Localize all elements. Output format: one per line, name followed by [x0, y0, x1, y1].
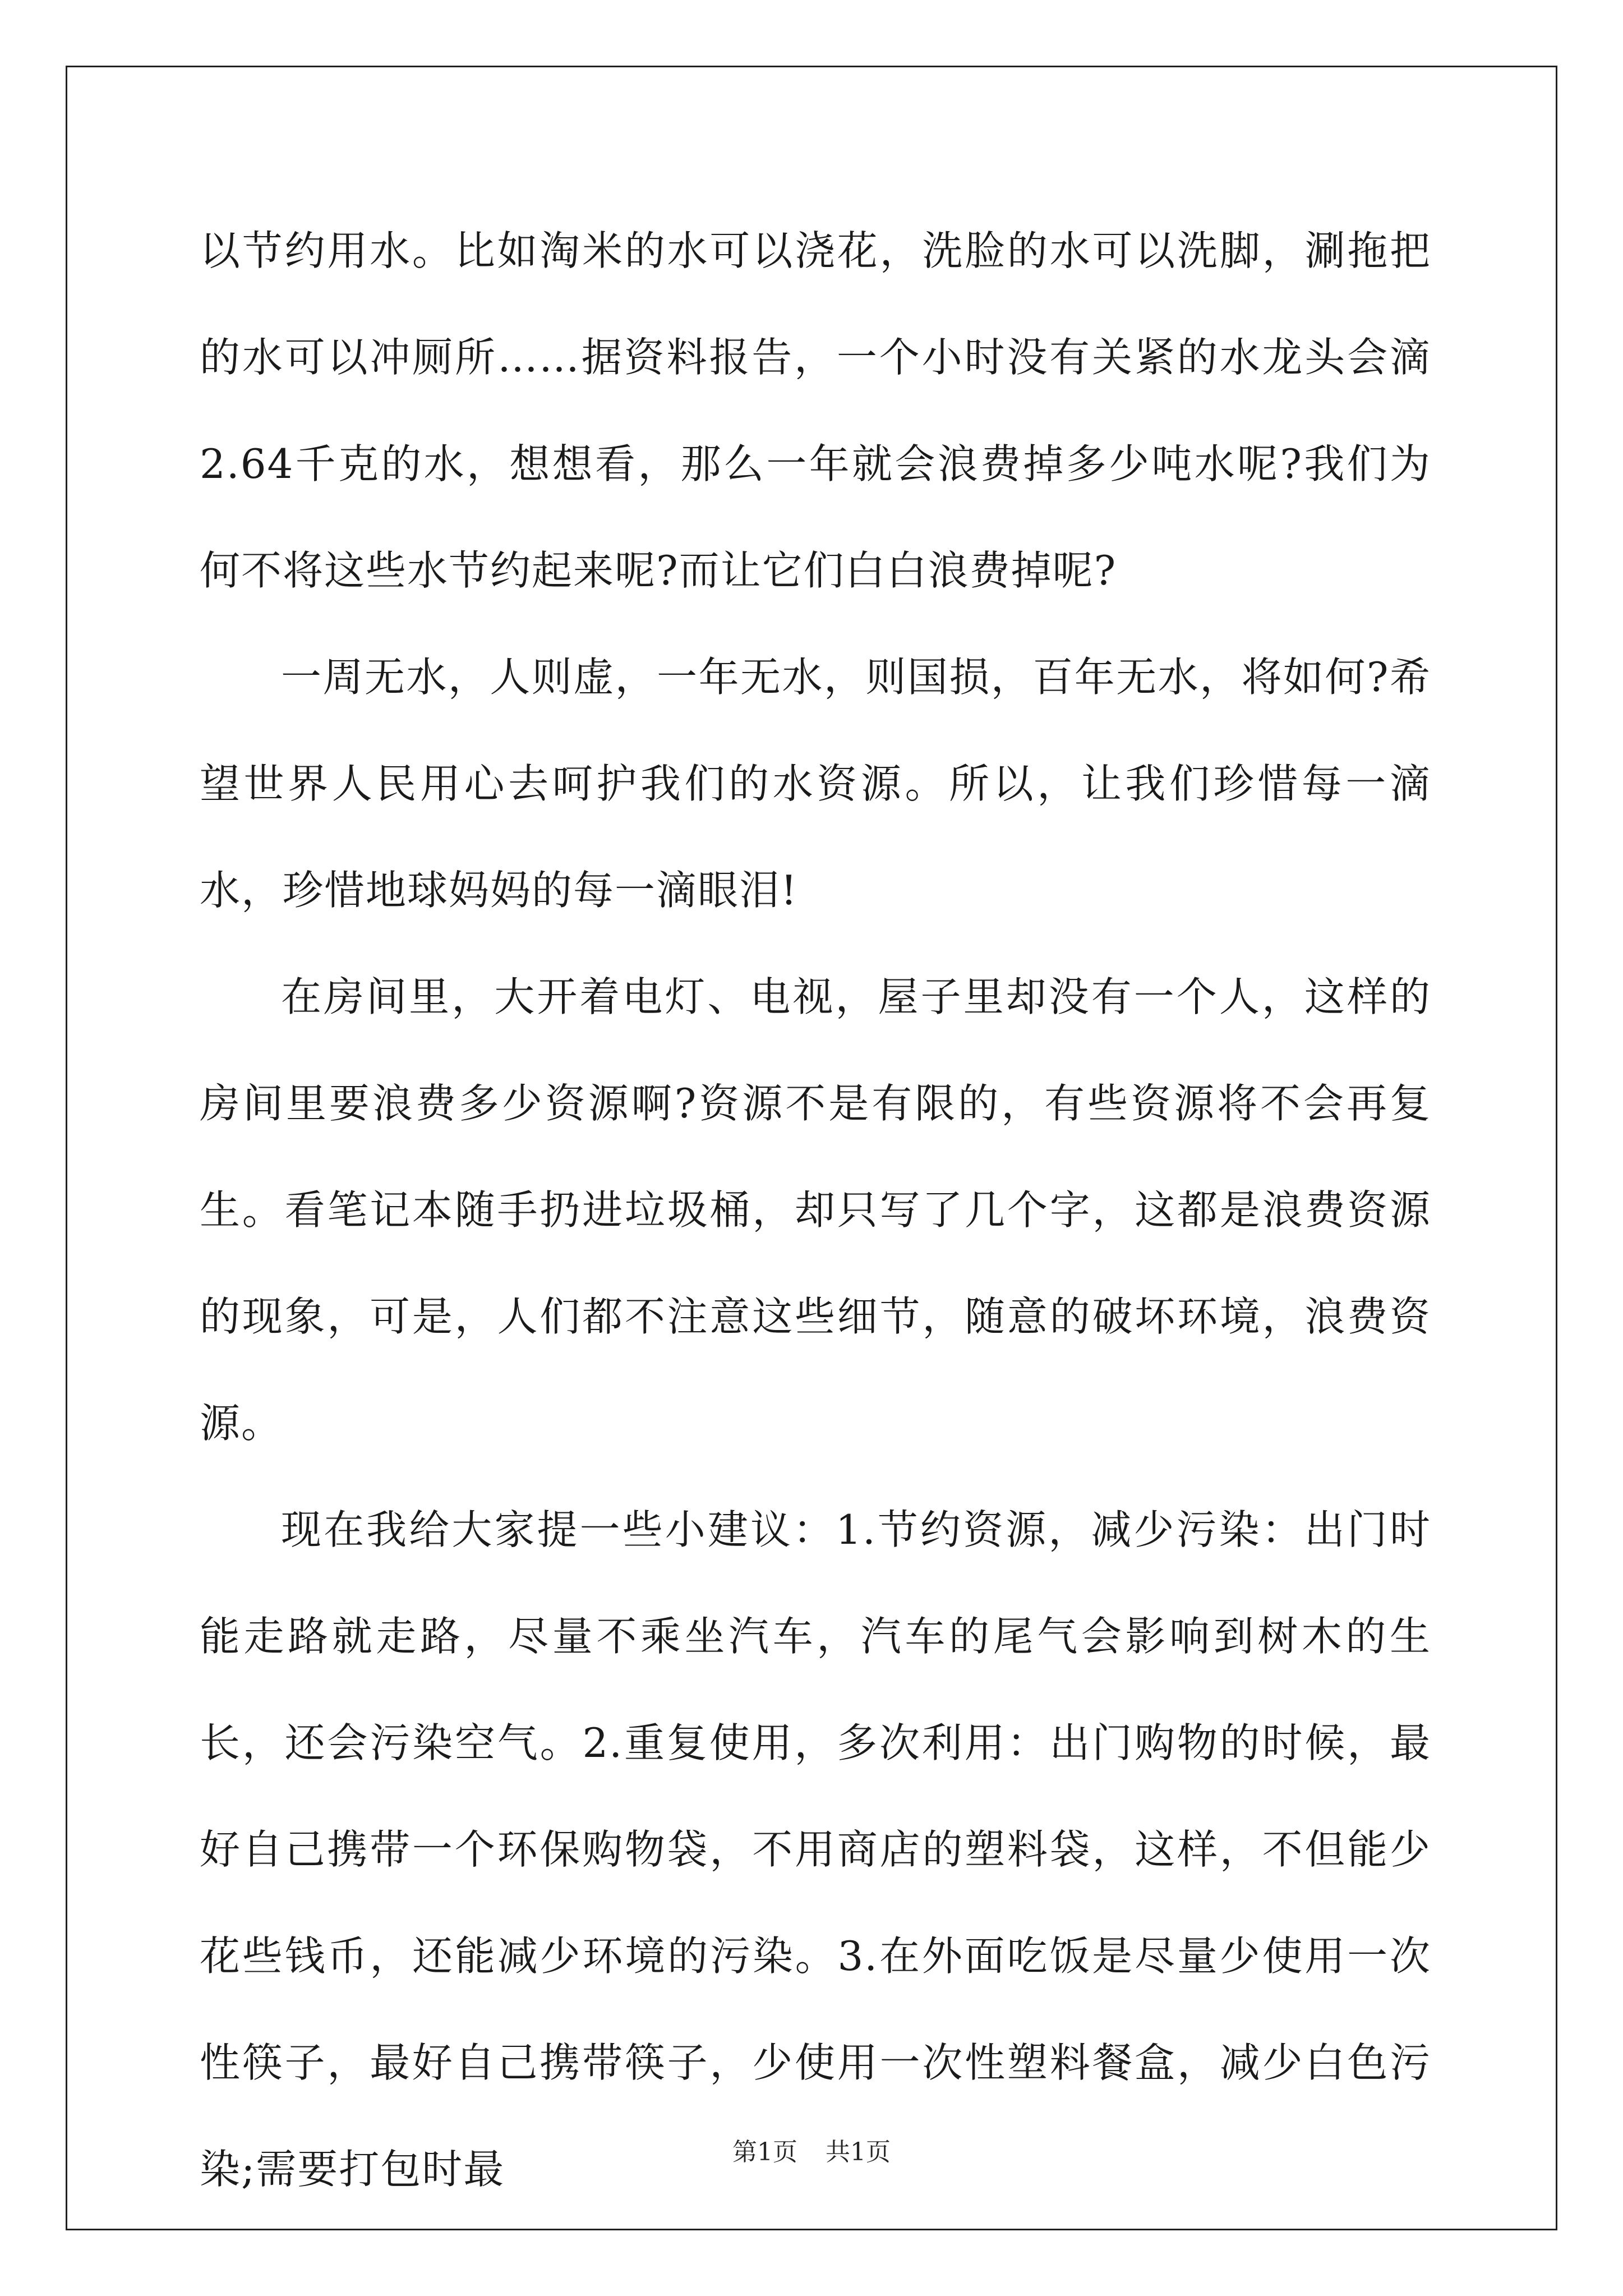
- paragraph-resource-waste: 在房间里，大开着电灯、电视，屋子里却没有一个人，这样的房间里要浪费多少资源啊?资源不是有限的，有些资源将不会再复生。看笔记本随手扔进垃圾桶，却只写了几个字，这都是浪费资源的现象，可是，人们都不注意这些细节，随意的破坏环境，浪费资源。: [200, 973, 1431, 1447]
- paragraph-water-importance: 一周无水，人则虚，一年无水，则国损，百年无水，将如何?希望世界人民用心去呵护我们的水资源。所以，让我们珍惜每一滴水，珍惜地球妈妈的每一滴眼泪!: [200, 654, 1431, 914]
- page-number: 第1页: [732, 2138, 797, 2166]
- paragraph-water-saving: 以节约用水。比如淘米的水可以浇花，洗脸的水可以洗脚，涮拖把的水可以冲厕所……据资料报告，一个小时没有关紧的水龙头会滴2.64千克的水，想想看，那么一年就会浪费掉多少吨水呢?我们为何不将这些水节约起来呢?而让它们白白浪费掉呢?: [200, 227, 1431, 594]
- paragraph-suggestions: 现在我给大家提一些小建议：1.节约资源，减少污染：出门时能走路就走路，尽量不乘坐汽车，汽车的尾气会影响到树木的生长，还会污染空气。2.重复使用，多次利用：出门购物的时候，最好自己携带一个环保购物袋，不用商店的塑料袋，这样，不但能少花些钱币，还能减少环境的污染。3.在外面吃饭是尽量少使用一次性筷子，最好自己携带筷子，少使用一次性塑料餐盒，减少白色污染;需要打包时最: [200, 1506, 1431, 2193]
- page-total: 共1页: [826, 2138, 891, 2166]
- page-footer: [0, 2136, 1623, 2169]
- document-body: [200, 197, 1431, 2223]
